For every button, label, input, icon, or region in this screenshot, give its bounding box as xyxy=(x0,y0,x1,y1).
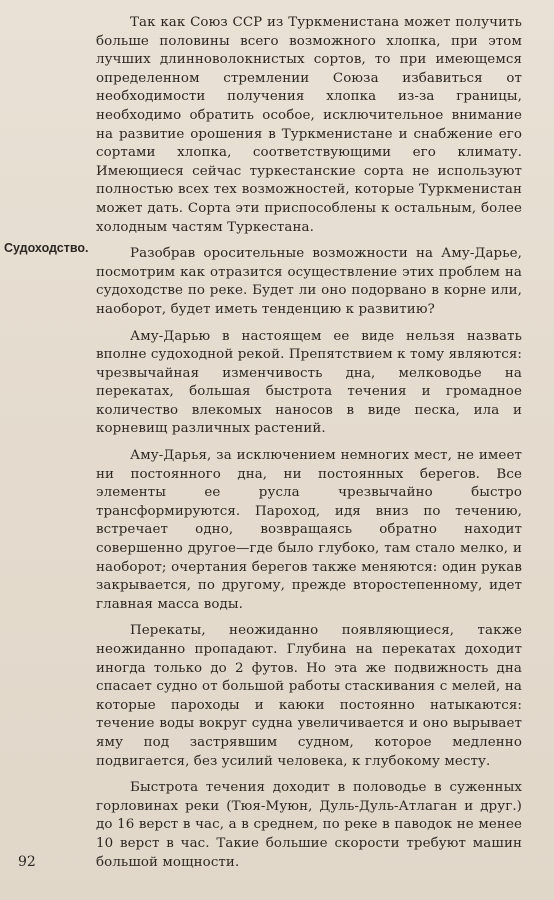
paragraph-gap xyxy=(96,320,522,328)
paragraph-shoals: Перекаты, неожиданно появляющиеся, также неожиданно пропадают. Глубина на перекатах доходит иногда только до 2 футов. Но эта же подвижность дна спасает судно от большой работы стаскивания с мелей, на которые пароходы и каюки постоянно натыкаются: течение воды вокруг судна увеличивается и оно вырывает яму под застрявшим судном, которое медленно подвигается, без усилий человека, к глубокому месту. xyxy=(96,623,522,769)
paragraph-riverbed: Аму-Дарья, за исключением немногих мест, не имеет ни постоянного дна, ни постоянных берегов. Все элементы ее русла чрезвычайно быстро трансформируются. Пароход, идя вниз по течению, встречает одно, возвращаясь обратно находит совершенно другое—где было глубоко, там стало мелко, и наоборот; очертания берегов также меняются: один рукав закрывается, по другому, прежде второстепенному, идет главная масса воды. xyxy=(96,448,522,612)
page-number: 92 xyxy=(18,854,36,870)
paragraph-obstacles: Аму-Дарью в настоящем ее виде нельзя назвать вполне судоходной рекой. Препятствием к тому являются: чрезвычайная изменчивость дна, мелководье на перекатах, большая быстрота течения и громадное количество влекомых наносов в виде песка, ила и корневищ различных растений. xyxy=(96,328,522,437)
paragraph-gap xyxy=(96,439,522,447)
paragraph-cotton: Так как Союз ССР из Туркменистана может получить больше половины всего возможного хлопка, при этом лучших длинноволокнистых сортов, то при имеющемся определенном стремлении Союза избавиться от необходимости получения хлопка из-за границы, необходимо обратить особое, исключительное внимание на развитие орошения в Туркменистане и снабжение его сортами хлопка, соответствующими его климату. Имеющиеся сейчас туркестанские сорта не используют полностью всех тех возможностей, которые Туркменистан может дать. Сорта эти приспособлены к остальным, более холодным частям Туркестана. xyxy=(96,15,522,235)
paragraph-gap xyxy=(96,771,522,779)
page-body xyxy=(96,14,522,872)
paragraph-current-speed: Быстрота течения доходит в половодье в суженных горловинах реки (Тюя-Муюн, Дуль-Дуль-Атлаган и друг.) до 16 верст в час, а в среднем, по реке в паводок не менее 10 верст в час. Такие большие скорости требуют машин большой мощности. xyxy=(96,780,522,870)
paragraph-navigation-intro: Разобрав оросительные возможности на Аму-Дарье, посмотрим как отразится осуществление этих проблем на судоходстве по реке. Будет ли оно подорвано в корне или, наоборот, будет иметь тенденцию к развитию? xyxy=(96,246,522,317)
margin-note-navigation: Судоходство. xyxy=(4,241,89,255)
paragraph-gap xyxy=(96,614,522,622)
paragraph-gap xyxy=(96,237,522,245)
